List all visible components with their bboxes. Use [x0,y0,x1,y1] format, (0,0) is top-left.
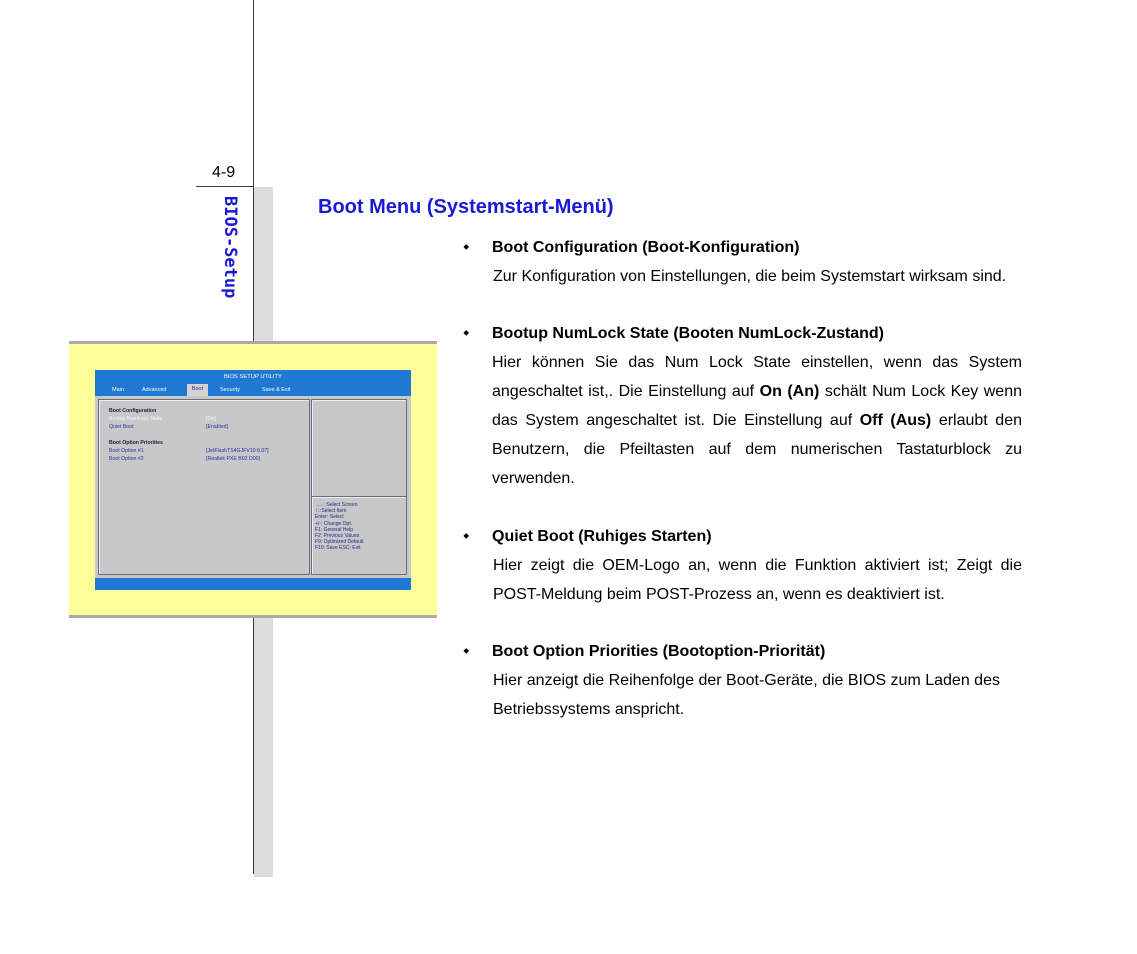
item-text-line: verwenden. [492,470,575,487]
text-segment: angeschaltet ist,. Die Einstellung auf [492,383,760,400]
item-boot-configuration [492,233,1022,291]
bios-help-keys [315,502,363,552]
text-segment: erlaubt den [931,412,1022,429]
bios-setting-value: [Enabled] [206,424,228,430]
text-segment-bold: On (An) [759,383,820,400]
item-text-line [492,377,1022,406]
bios-help-line: +/-: Change Opt. [315,520,353,527]
diamond-bullet-icon [463,533,469,539]
bios-setting-numlock [109,416,216,422]
bios-footer [95,578,411,590]
page-number-rule [196,186,254,187]
item-text-line: Benutzern, die Pfeiltasten auf dem numerischen Tastaturblock zu [492,441,1022,458]
item-text-line: POST-Meldung beim POST-Prozess an, wenn es deaktiviert ist. [493,586,945,603]
item-text-line: Zur Konfiguration von Einstellungen, die beim Systemstart wirksam sind. [493,268,1007,285]
page-number: 4-9 [212,164,236,181]
item-text-line: Hier können Sie das Num Lock State einstellen, wenn das System [492,354,1022,371]
bios-screenshot [95,370,411,590]
item-text-line: Hier zeigt die OEM-Logo an, wenn die Funktion aktiviert ist; Zeigt die [493,557,1022,574]
bios-header [95,370,411,396]
bios-help-line: →←:Select Screen [315,502,358,508]
bios-setting-boot-option-2 [109,456,260,462]
text-segment: das System angeschaltet ist. Die Einstellung auf [492,412,860,429]
bios-help-divider [312,496,406,497]
item-text-line: Hier anzeigt die Reihenfolge der Boot-Geräte, die BIOS zum Laden des [493,672,1000,689]
bios-setting-value: [Realtek PXE B02 D00] [206,456,260,462]
item-bootup-numlock [492,319,1022,493]
item-boot-option-priorities [492,637,1022,724]
item-title: Boot Configuration (Boot-Konfiguration) [492,239,800,256]
bios-tab-save-exit: Save & Exit [262,387,291,393]
page-title: Boot Menu (Systemstart-Menü) [318,196,614,218]
bios-section-configuration: Boot Configuration [109,408,157,414]
bios-section-priorities: Boot Option Priorities [109,440,163,446]
bios-help-line: F2: Previous Values [315,533,360,540]
bios-setting-label: Boot Option #1 [109,448,144,454]
diamond-bullet-icon [463,244,469,250]
item-quiet-boot [492,522,1022,609]
bios-tab-security: Security [220,387,240,393]
bios-setting-quiet-boot [109,424,228,430]
bios-tab-advanced: Advanced [142,387,167,393]
item-text-line: Betriebssystems anspricht. [493,701,685,718]
bios-setting-value: [On] [206,416,216,422]
bios-help-line: F1: General Help [315,526,354,533]
bios-help-line: ↑↓:Select Item [315,508,347,515]
bios-setting-label: Bootup NumLock State [109,416,163,422]
text-segment-bold: Off (Aus) [859,412,932,429]
diamond-bullet-icon [463,648,469,654]
screenshot-panel [69,341,437,618]
bios-setting-value: [JetFlashTS4GJFV10 8.07] [206,448,269,454]
bios-help-line: F9: Optimized Default [315,539,364,546]
bios-title: BIOS SETUP UTILITY [224,374,282,380]
bios-tab-boot: Boot [187,384,208,396]
text-segment: schält Num Lock Key wenn [819,383,1022,400]
bios-setting-boot-option-1 [109,448,269,454]
bios-tab-main: Main [112,387,124,393]
diamond-bullet-icon [463,330,469,336]
bios-setting-label: Boot Option #2 [109,456,144,462]
item-title: Boot Option Priorities (Bootoption-Priorität) [492,643,826,660]
bios-help-line: F10: Save ESC: Exit [315,545,361,552]
chapter-side-tab: BIOS-Setup [220,196,240,299]
bios-help-line: Enter: Select [315,514,344,521]
item-title: Bootup NumLock State (Booten NumLock-Zustand) [492,325,884,342]
bios-setting-label: Quiet Boot [109,424,134,430]
item-text-line [492,406,1022,435]
bios-body [95,396,411,578]
item-title: Quiet Boot (Ruhiges Starten) [492,528,712,545]
